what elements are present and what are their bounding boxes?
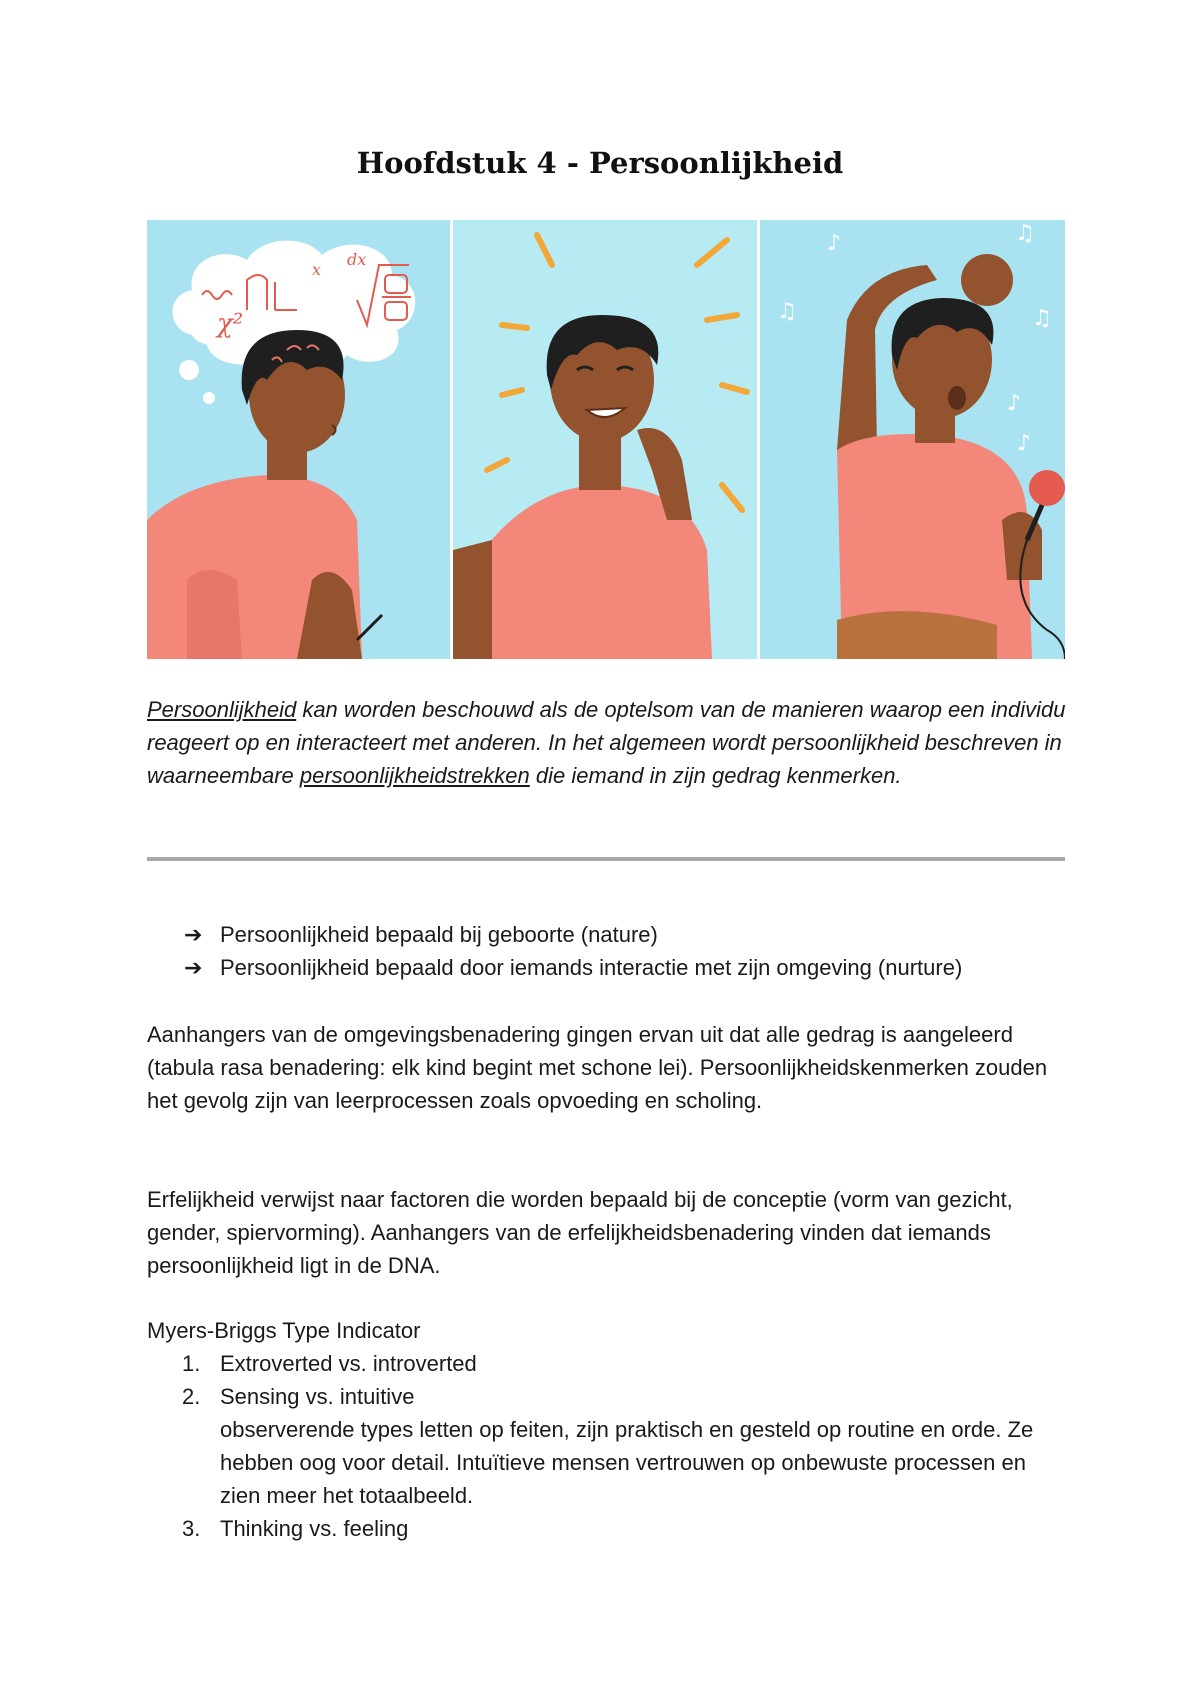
- singing-woman-panel: [760, 220, 1065, 659]
- dx-text: dx: [347, 250, 367, 269]
- svg-text:♫: ♫: [777, 299, 797, 324]
- x-fraction-text: x: [312, 260, 322, 279]
- list-item-label: Sensing vs. intuitive: [220, 1384, 415, 1409]
- svg-text:♫: ♫: [1015, 221, 1035, 246]
- thinking-woman-panel: [147, 220, 450, 659]
- arrow-right-icon: ➔: [184, 955, 203, 980]
- list-number: 3.: [182, 1516, 201, 1541]
- environment-paragraph: Aanhangers van de omgevingsbenadering gingen ervan uit dat alle gedrag is aangeleerd (tabula rasa benadering: elk kind begint met schone lei). Persoonlijkheidskenmerken zouden het gevolg zijn van leerprocessen zoals opvoeding en scholing.: [147, 1022, 1048, 1113]
- term-persoonlijkheidstrekken: persoonlijkheidstrekken: [299, 763, 530, 788]
- list-item-label: Extroverted vs. introverted: [220, 1351, 477, 1376]
- mbti-heading: Myers-Briggs Type Indicator: [147, 1318, 421, 1343]
- list-item: [147, 1512, 1067, 1545]
- list-item-text: Persoonlijkheid bepaald bij geboorte (nature): [220, 922, 658, 947]
- heredity-paragraph: Erfelijkheid verwijst naar factoren die worden bepaald bij de conceptie (vorm van gezicht, gender, spiervorming). Aanhangers van de erfelijkheidsbenadering vinden dat iemands persoonlijkheid ligt in de DNA.: [147, 1187, 1013, 1278]
- arrow-right-icon: ➔: [184, 922, 203, 947]
- intro-paragraph: [147, 693, 1067, 792]
- intro-text-part1: kan worden beschouwd als de optelsom van de manieren waarop een individu reageert op en interacteert met anderen. In het algemeen wordt persoonlijkheid beschreven in waarneembare: [147, 697, 1066, 788]
- list-item: [184, 918, 962, 951]
- svg-text:♫: ♫: [1032, 306, 1052, 331]
- chi-squared-text: χ²: [217, 309, 244, 339]
- list-item-label: Thinking vs. feeling: [220, 1516, 409, 1541]
- personality-illustration: [147, 220, 1065, 659]
- list-item: [147, 1347, 1067, 1380]
- svg-text:♪: ♪: [1007, 391, 1022, 416]
- intro-text-part2: die iemand in zijn gedrag kenmerken.: [529, 763, 902, 788]
- list-item-detail: observerende types letten op feiten, zijn praktisch en gesteld op routine en orde. Ze hebben oog voor detail. Intuïtieve mensen vertrouwen op onbewuste processen en zien meer het totaalbeeld.: [220, 1417, 1034, 1508]
- list-number: 2.: [182, 1384, 201, 1409]
- list-item: [184, 951, 962, 984]
- smiling-woman-panel: [453, 220, 757, 659]
- list-item-text: Persoonlijkheid bepaald door iemands interactie met zijn omgeving (nurture): [220, 955, 963, 980]
- svg-text:♪: ♪: [1017, 431, 1032, 456]
- svg-text:♪: ♪: [827, 231, 842, 256]
- list-item: [147, 1380, 1067, 1512]
- page-title: Hoofdstuk 4 - Persoonlijkheid: [356, 146, 844, 180]
- mbti-list: [147, 1347, 1067, 1545]
- list-number: 1.: [182, 1351, 201, 1376]
- nature-nurture-list: [184, 918, 962, 984]
- horizontal-divider: [147, 857, 1065, 861]
- term-persoonlijkheid: Persoonlijkheid: [147, 697, 297, 722]
